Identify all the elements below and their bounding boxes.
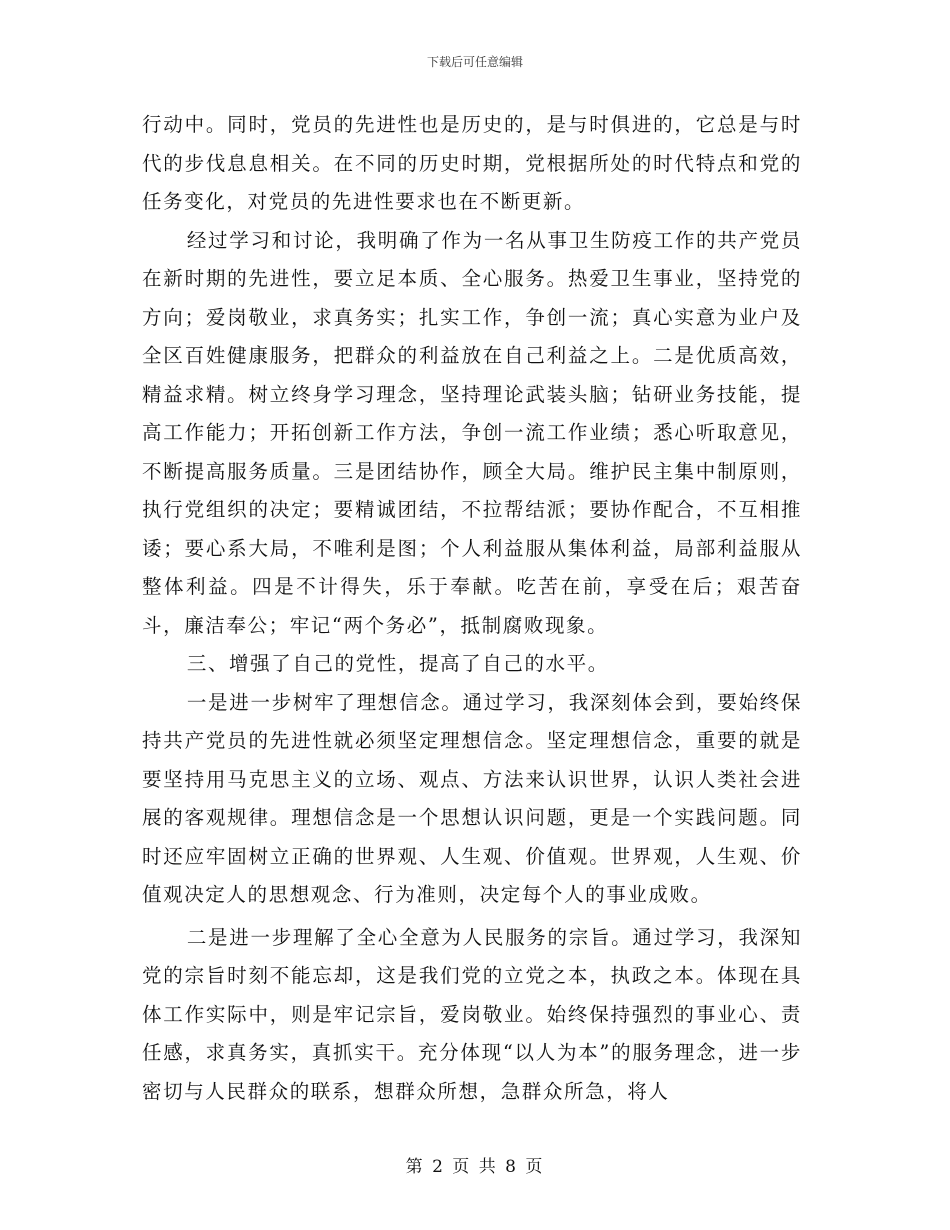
paragraph-advanced-nature: 经过学习和讨论，我明确了作为一名从事卫生防疫工作的共产党员在新时期的先进性，要立足本质、全心服务。热爱卫生事业，坚持党的方向；爱岗敬业，求真务实；扎实工作，争创一流；真心实意为业户及全区百姓健康服务，把群众的利益放在自己利益之上。二是优质高效，精益求精。树立终身学习理念，坚持理论武装头脑；钻研业务技能，提高工作能力；开拓创新工作方法，争创一流工作业绩；悉心听取意见，不断提高服务质量。三是团结协作，顾全大局。维护民主集中制原则，执行党组织的决定；要精诚团结，不拉帮结派；要协作配合，不互相推诿；要心系大局，不唯利是图；个人利益服从集体利益，局部利益服从整体利益。四是不计得失，乐于奉献。吃苦在前，享受在后；艰苦奋斗，廉洁奉公；牢记“两个务必”，抵制腐败现象。	[142, 228, 802, 637]
paragraph-ideals-beliefs: 一是进一步树牢了理想信念。通过学习，我深刻体会到，要始终保持共产党员的先进性就必须坚定理想信念。坚定理想信念，重要的就是要坚持用马克思主义的立场、观点、方法来认识世界，认识人类社会进展的客观规律。理想信念是一个思想认识问题，更是一个实践问题。同时还应牢固树立正确的世界观、人生观、价值观。世界观，人生观、价值观决定人的思想观念、行为准则，决定每个人的事业成败。	[142, 690, 802, 906]
paragraph-continuation: 行动中。同时，党员的先进性也是历史的，是与时俱进的，它总是与时代的步伐息息相关。在不同的历史时期，党根据所处的时代特点和党的任务变化，对党员的先进性要求也在不断更新。	[142, 113, 802, 213]
page-header: 下载后可任意编辑	[426, 55, 523, 69]
page-footer: 第 2 页 共 8 页	[405, 1157, 545, 1177]
section-heading-3: 三、增强了自己的党性，提高了自己的水平。	[186, 652, 609, 675]
document-body	[142, 106, 802, 1111]
paragraph-serve-people: 二是进一步理解了全心全意为人民服务的宗旨。通过学习，我深知党的宗旨时刻不能忘却，这是我们党的立党之本，执政之本。体现在具体工作实际中，则是牢记宗旨，爱岗敬业。始终保持强烈的事业心、责任感，求真务实，真抓实干。充分体现“以人为本”的服务理念，进一步密切与人民群众的联系，想群众所想，急群众所急，将人	[142, 925, 802, 1103]
